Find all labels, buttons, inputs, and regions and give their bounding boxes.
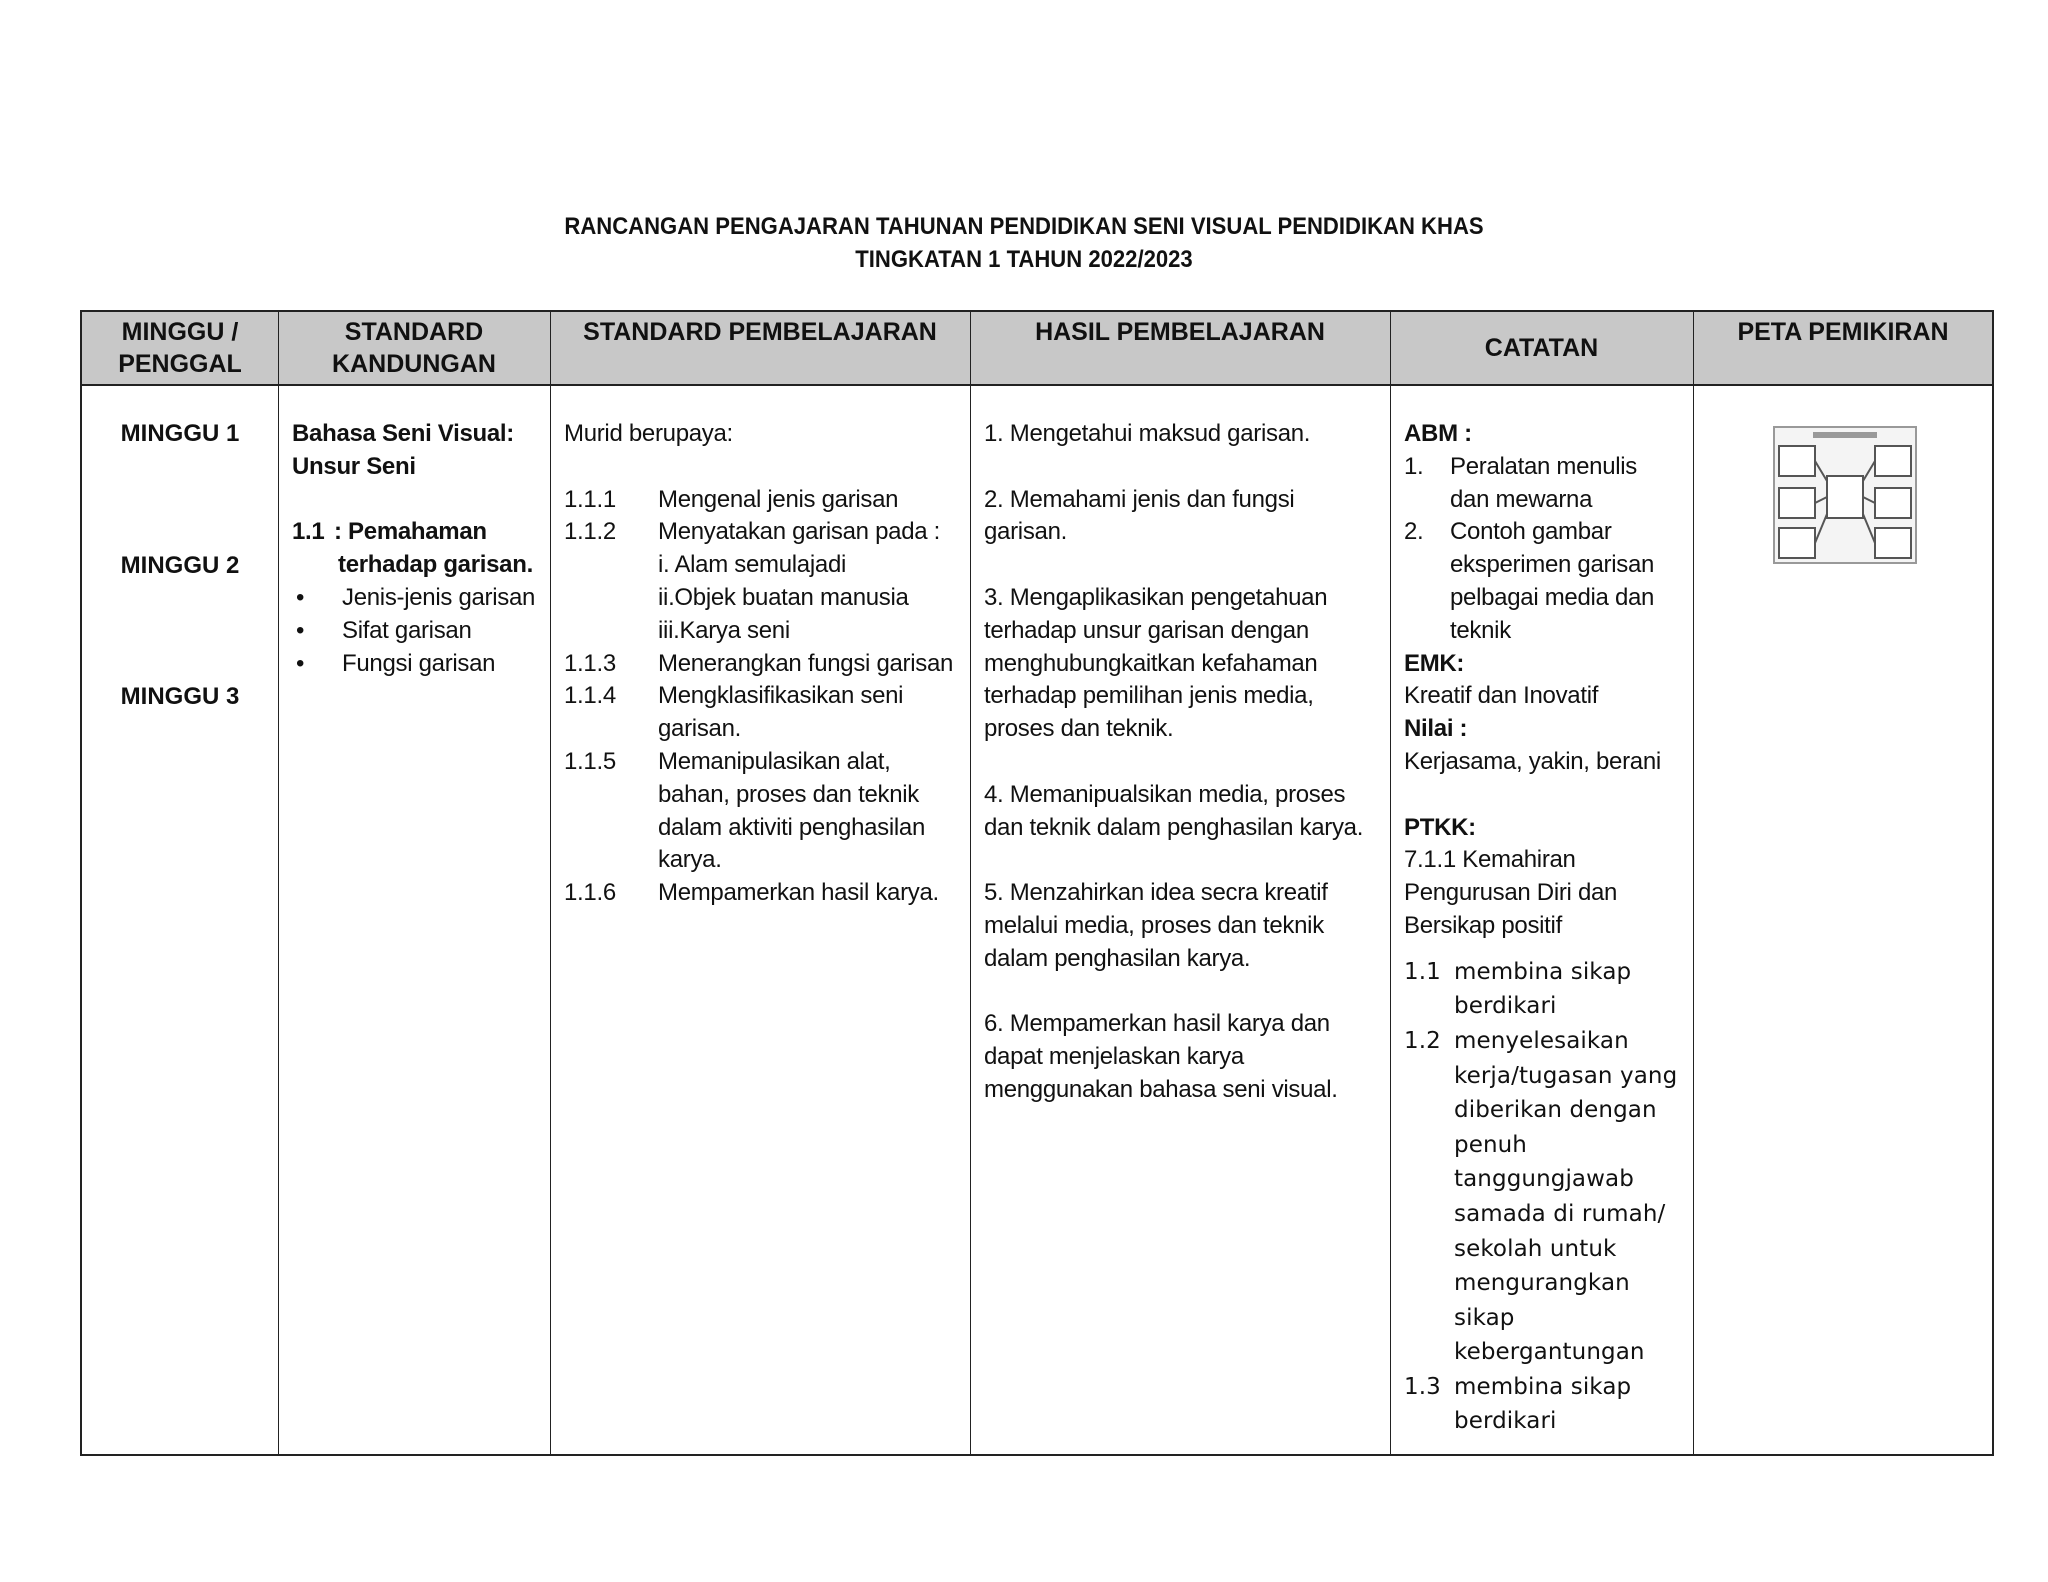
list-item — [564, 746, 964, 877]
outcome-text: 1. Mengetahui maksud garisan. — [984, 420, 1311, 447]
outcome-text: 4. Memanipualsikan media, proses — [984, 780, 1346, 808]
title-line-1: RANCANGAN PENGAJARAN TAHUNAN PENDIDIKAN SENI VISUAL PENDIDIKAN KHAS — [564, 213, 1484, 240]
item-text: membina sikap — [1454, 958, 1632, 985]
item-text: sikap — [1454, 1304, 1515, 1331]
item-text: kebergantungan — [1454, 1339, 1645, 1366]
item-text: teknik — [1450, 616, 1511, 644]
item-text: membina sikap — [1454, 1373, 1632, 1400]
header-hasil-pembelajaran — [970, 312, 1390, 384]
list-item — [1404, 1024, 1689, 1370]
item-text: Mengenal jenis garisan — [658, 485, 899, 513]
ptkk-text: 7.1.1 Kemahiran — [1404, 846, 1576, 874]
list-item — [1404, 1370, 1689, 1439]
item-number: 1.1.4 — [564, 682, 616, 710]
item-text: dan mewarna — [1450, 485, 1593, 513]
item-number: 1.1.6 — [564, 879, 616, 907]
bullet-text: Jenis-jenis garisan — [342, 583, 536, 611]
header-text: PENGGAL — [118, 350, 242, 378]
cell-peta-pemikiran — [1693, 384, 1993, 1454]
week-label: MINGGU 1 — [120, 420, 240, 447]
emk-label: EMK: — [1404, 649, 1465, 677]
nilai-label: Nilai : — [1404, 715, 1468, 743]
list-item: • Fungsi garisan — [292, 648, 544, 681]
outcome-text: dalam penghasilan karya. — [984, 944, 1251, 972]
item-text: dalam aktiviti penghasilan — [658, 813, 926, 841]
item-number: 1. — [1404, 452, 1424, 480]
cell-hasil-pembelajaran — [970, 384, 1390, 1454]
item-text: bahan, proses dan teknik — [658, 780, 919, 808]
list-item — [564, 877, 964, 910]
week-label: MINGGU 2 — [120, 552, 240, 579]
outcome-text: terhadap pemilihan jenis media, — [984, 682, 1314, 710]
item-text: penuh — [1454, 1131, 1527, 1158]
item-text: garisan. — [658, 715, 741, 743]
outcome-item — [984, 484, 1384, 550]
header-text: KANDUNGAN — [332, 350, 496, 378]
item-text: Mengklasifikasikan seni — [658, 682, 904, 710]
sub-text: terhadap garisan. — [338, 551, 533, 579]
list-item — [1404, 955, 1689, 1024]
item-number: 1.1.3 — [564, 649, 616, 677]
outcome-text: 2. Memahami jenis dan fungsi — [984, 485, 1295, 513]
bridge-map-thumbnail-icon — [1773, 426, 1917, 564]
outcome-text: menggunakan bahasa seni visual. — [984, 1075, 1338, 1103]
header-text: PETA PEMIKIRAN — [1737, 318, 1949, 346]
item-text: tanggungjawab — [1454, 1166, 1634, 1193]
item-text: karya. — [658, 846, 722, 874]
list-item — [564, 516, 964, 647]
outcome-item — [984, 779, 1384, 845]
nilai-value: Kerjasama, yakin, berani — [1404, 747, 1661, 775]
outcome-text: dapat menjelaskan karya — [984, 1043, 1244, 1071]
item-text: i. Alam semulajadi — [658, 551, 847, 579]
header-catatan — [1390, 312, 1693, 384]
list-item: • Jenis-jenis garisan — [292, 582, 544, 615]
bullet-text: Sifat garisan — [342, 616, 472, 644]
outcome-text: 3. Mengaplikasikan pengetahuan — [984, 583, 1328, 611]
header-text: CATATAN — [1484, 334, 1599, 362]
list-item — [1404, 451, 1689, 517]
header-standard-kandungan — [278, 312, 550, 384]
item-text: eksperimen garisan — [1450, 551, 1655, 579]
header-text: STANDARD PEMBELAJARAN — [583, 318, 937, 346]
header-minggu — [82, 312, 278, 384]
pembelajaran-intro: Murid berupaya: — [564, 420, 733, 447]
kandungan-heading: Bahasa Seni Visual: — [292, 420, 514, 447]
sub-number: 1.1 — [292, 518, 325, 546]
cell-standard-kandungan — [278, 384, 550, 1454]
item-text: kerja/tugasan yang — [1454, 1062, 1678, 1089]
cell-minggu — [82, 384, 278, 1454]
outcome-text: terhadap unsur garisan dengan — [984, 616, 1309, 644]
list-item — [564, 648, 964, 681]
cell-catatan — [1390, 384, 1693, 1454]
header-text: MINGGU / — [121, 318, 239, 346]
outcome-text: proses dan teknik. — [984, 715, 1174, 743]
document-title — [82, 210, 1966, 276]
header-text: HASIL PEMBELAJARAN — [1035, 318, 1325, 346]
sub-text: : Pemahaman — [334, 518, 487, 546]
outcome-item — [984, 582, 1384, 746]
list-item — [1404, 516, 1689, 647]
list-item — [564, 680, 964, 746]
outcome-text: garisan. — [984, 518, 1067, 546]
outcome-text: melalui media, proses dan teknik — [984, 911, 1324, 939]
item-text: berdikari — [1454, 1408, 1557, 1435]
header-standard-pembelajaran — [550, 312, 970, 384]
item-number: 1.1 — [1404, 958, 1441, 985]
item-number: 1.1.5 — [564, 747, 616, 775]
item-text: Mempamerkan hasil karya. — [658, 879, 939, 907]
item-text: mengurangkan — [1454, 1270, 1630, 1297]
lesson-plan-table — [80, 310, 1994, 1456]
item-text: pelbagai media dan — [1450, 583, 1655, 611]
ptkk-list — [1404, 955, 1689, 1439]
outcome-text: dan teknik dalam penghasilan karya. — [984, 813, 1364, 841]
item-text: berdikari — [1454, 993, 1557, 1020]
emk-value: Kreatif dan Inovatif — [1404, 682, 1599, 710]
outcome-text: 6. Mempamerkan hasil karya dan — [984, 1010, 1330, 1038]
ptkk-text: Pengurusan Diri dan — [1404, 879, 1618, 907]
item-text: samada di rumah/ — [1454, 1200, 1666, 1227]
item-text: ii.Objek buatan manusia — [658, 583, 909, 611]
ptkk-text: Bersikap positif — [1404, 911, 1562, 939]
item-text: iii.Karya seni — [658, 616, 790, 644]
item-text: Contoh gambar — [1450, 518, 1612, 546]
header-peta-pemikiran — [1693, 312, 1993, 384]
week-label: MINGGU 3 — [120, 683, 240, 710]
item-number: 2. — [1404, 518, 1424, 546]
ptkk-label: PTKK: — [1404, 813, 1476, 841]
cell-standard-pembelajaran — [550, 384, 970, 1454]
item-number: 1.2 — [1404, 1027, 1441, 1054]
abm-label: ABM : — [1404, 420, 1472, 447]
outcome-item — [984, 418, 1384, 451]
item-text: Menerangkan fungsi garisan — [658, 649, 954, 677]
bullet-text: Fungsi garisan — [342, 649, 496, 677]
outcome-item — [984, 877, 1384, 975]
list-item: • Sifat garisan — [292, 615, 544, 648]
outcome-text: 5. Menzahirkan idea secra kreatif — [984, 879, 1328, 907]
item-number: 1.1.1 — [564, 485, 616, 513]
outcome-item — [984, 1008, 1384, 1106]
item-text: Peralatan menulis — [1450, 452, 1638, 480]
item-number: 1.1.2 — [564, 518, 616, 546]
kandungan-subheading — [292, 516, 544, 582]
item-text: diberikan dengan — [1454, 1097, 1657, 1124]
item-text: Memanipulasikan alat, — [658, 747, 891, 775]
item-text: sekolah untuk — [1454, 1235, 1617, 1262]
item-text: Menyatakan garisan pada : — [658, 518, 941, 546]
title-line-2: TINGKATAN 1 TAHUN 2022/2023 — [855, 246, 1193, 273]
list-item — [564, 484, 964, 517]
outcome-text: menghubungkaitkan kefahaman — [984, 649, 1318, 677]
item-text: menyelesaikan — [1454, 1027, 1629, 1054]
item-number: 1.3 — [1404, 1373, 1441, 1400]
kandungan-heading: Unsur Seni — [292, 452, 416, 480]
header-text: STANDARD — [344, 318, 484, 346]
